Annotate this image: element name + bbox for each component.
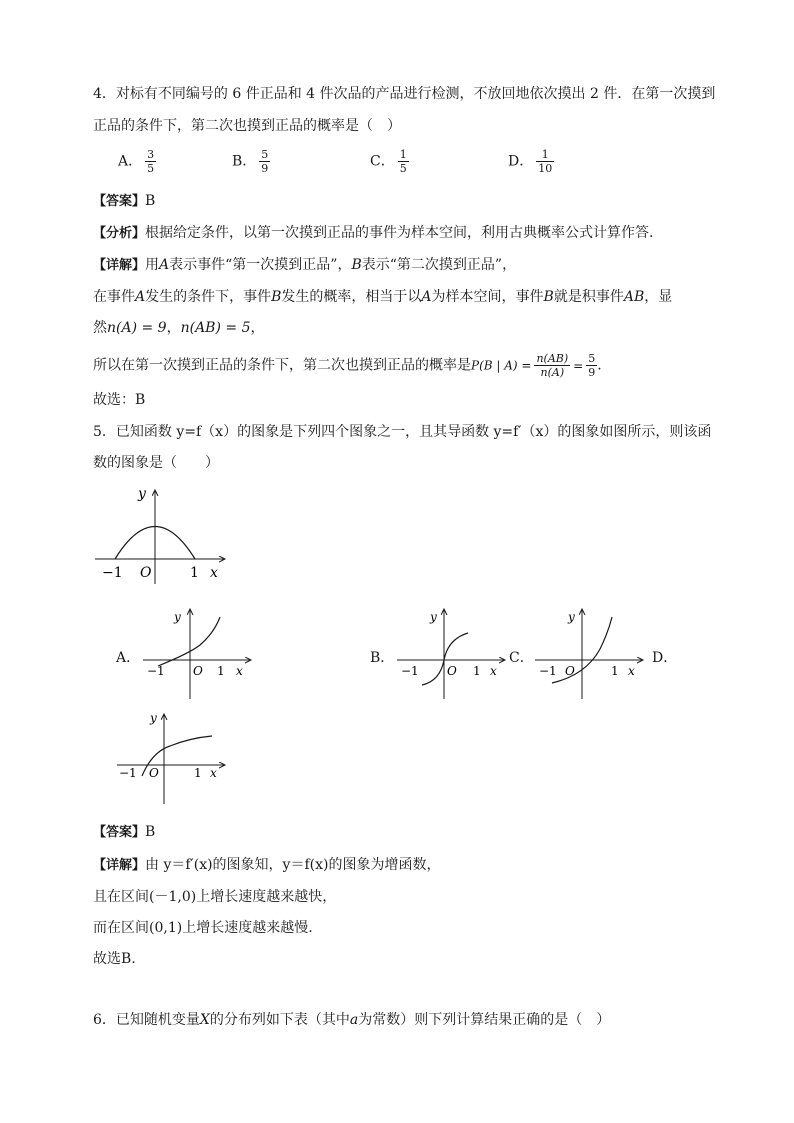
q5-option-c-label: C． [509,650,534,666]
q4-stem-line2: 正品的条件下，第二次也摸到正品的概率是（ ） [93,118,401,134]
math-var: B [543,289,554,305]
option-label: B． [232,153,257,170]
y-axis-label: y [150,711,157,725]
tick-label-1: 1 [611,664,619,678]
q5-detail-line2: 且在区间(－1,0)上增长速度越来越快， [93,889,337,905]
origin-label: O [193,664,203,678]
tick-label-neg1: −1 [539,664,557,678]
option-label: C． [370,153,395,170]
math-var: A [135,289,146,305]
detail-text: 用 [145,257,160,273]
detail-text: ， [250,320,265,336]
math-var: A [159,257,170,273]
q4-detail-line3 [93,318,264,338]
q5-option-d-label: D． [652,650,678,666]
q5-option-b-label: B． [370,650,395,666]
detail-text: 在事件 [93,289,135,305]
tick-label-1: 1 [194,766,202,780]
detail-text: 发生的条件下，事件 [145,289,272,305]
q5-stem-line1: 5．已知函数 y=f（x）的图象是下列四个图象之一，且其导函数 y=f′（x）的图象如图所示，则该函 [93,424,712,440]
detail-text: 由 y＝f′(x)的图象知，y＝f(x)的图象为增函数， [145,857,441,873]
q4-detail-line2 [93,287,672,307]
equals-sign: = [573,358,584,373]
option-fraction [398,148,409,175]
q4-option-c [370,148,409,175]
q5-answer [93,822,155,843]
detail-tag: 【详解】 [93,258,146,273]
fraction-denominator: n(A) [540,366,565,379]
math-expr: n(A) = 9 [107,320,167,336]
tick-label-neg1: −1 [119,766,137,780]
fraction-numerator: 1 [399,148,407,161]
derivative-graph [90,484,230,589]
q4-option-b [232,148,270,175]
math-var: B [351,257,362,273]
option-fraction [145,148,156,175]
fraction-numerator: n(AB) [536,352,569,365]
option-label: D． [508,153,534,170]
detail-text: ， [166,320,181,336]
answer-tag: 【答案】 [93,825,146,840]
q6-stem [93,1010,610,1030]
q4-choose: 故选：B [93,392,146,408]
q5-detail-line1 [93,855,440,876]
stem-text: 6．已知随机变量 [93,1012,200,1028]
detail-text: 然 [93,320,107,336]
option-label: A． [118,153,143,170]
option-b-curve [422,633,468,685]
y-axis-label: y [138,486,146,502]
x-axis-label: x [210,565,218,581]
q4-detail-line4 [93,352,602,379]
math-var: X [199,1012,210,1028]
option-fraction [259,148,270,175]
stem-text: 为常数）则下列计算结果正确的是（ ） [358,1012,611,1028]
fraction-numerator: 5 [588,352,596,365]
q4-option-d [508,148,554,175]
x-axis-label: x [210,766,217,780]
y-axis-label: y [174,610,181,624]
q5-option-a-graph [138,603,256,703]
fraction-denominator: 10 [538,162,553,175]
detail-text: 为样本空间，事件 [431,289,544,305]
q5-stem-line2: 数的图象是（ ） [93,455,219,471]
tick-label-neg1: −1 [401,664,419,678]
tick-label-neg1: −1 [102,565,123,581]
period: . [597,357,602,374]
detail-text: 就是积事件 [553,289,624,305]
fraction-denominator: 9 [261,162,269,175]
math-fraction [586,352,597,379]
answer-tag: 【答案】 [93,194,146,209]
q4-stem-line1: 4．对标有不同编号的 6 件正品和 4 件次品的产品进行检测，不放回地依次摸出 2 件．在第一次摸到 [93,86,716,102]
q4-answer [93,191,155,212]
detail-tag: 【详解】 [93,858,146,873]
fraction-numerator: 1 [536,148,554,162]
tick-label-1: 1 [217,664,225,678]
math-var: B [271,289,282,305]
fraction-numerator: 3 [147,148,155,161]
detail-text: ，显 [644,289,673,305]
answer-value: B [145,824,156,840]
y-axis-label: y [430,610,437,624]
detail-text: 所以在第一次摸到正品的条件下，第二次也摸到正品的概率是 [93,357,471,374]
q5-option-c-graph [530,603,648,703]
q5-option-d-graph [112,708,230,808]
option-a-curve [158,617,220,666]
x-axis-label: x [490,664,497,678]
y-axis-label: y [568,610,575,624]
math-expr: P(B | A) = [471,358,532,373]
q5-option-b-graph [392,603,510,703]
fraction-denominator: 9 [588,366,596,379]
fraction-denominator: 5 [147,162,155,175]
math-var: AB [623,289,645,305]
math-fraction [534,352,570,379]
analysis-tag: 【分析】 [93,226,146,241]
origin-label: O [565,664,575,678]
q4-detail-line1 [93,255,516,276]
origin-label: O [149,766,159,780]
analysis-text: 根据给定条件，以第一次摸到正品的事件为样本空间，利用古典概率公式计算作答. [145,225,654,241]
math-expr: n(AB) = 5 [180,320,251,336]
fraction-denominator: 5 [399,162,407,175]
math-var: A [421,289,432,305]
detail-text: 表示事件“第一次摸到正品”， [169,257,352,273]
q5-choose: 故选B. [93,951,136,967]
origin-label: O [447,664,457,678]
tick-label-1: 1 [190,565,199,581]
q5-option-a-label: A． [116,650,141,666]
q4-analysis [93,223,653,244]
option-fraction [536,148,554,175]
detail-text: 发生的概率，相当于以 [281,289,422,305]
q4-option-a [118,148,156,175]
stem-text: 的分布列如下表（其中 [209,1012,350,1028]
x-axis-label: x [236,664,243,678]
tick-label-1: 1 [473,664,481,678]
q5-detail-line3: 而在区间(0,1)上增长速度越来越慢. [93,920,313,936]
origin-label: O [140,565,152,581]
math-var: a [349,1012,359,1028]
fraction-numerator: 5 [261,148,269,161]
detail-text: 表示“第二次摸到正品”， [361,257,517,273]
answer-value: B [145,193,156,209]
x-axis-label: x [628,664,635,678]
tick-label-neg1: −1 [147,664,165,678]
